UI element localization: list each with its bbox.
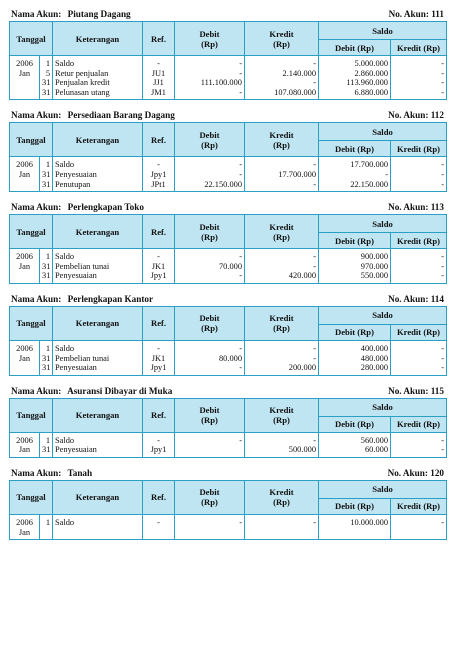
cell-credit: -	[245, 262, 319, 272]
cell-balance-credit: -	[391, 157, 447, 170]
ledger-header	[9, 109, 446, 122]
account-number-label: No. Akun:	[388, 202, 429, 213]
cell-ref: JM1	[143, 88, 175, 100]
account-name-block	[11, 293, 153, 306]
cell-credit: 200.000	[245, 363, 319, 375]
cell-year-month: 2006	[10, 249, 40, 262]
col-header-date: Tanggal	[10, 215, 53, 249]
account-number-block	[388, 201, 444, 214]
col-header-credit: Kredit (Rp)	[245, 123, 319, 157]
cell-description: Pembelian tunai	[53, 354, 143, 364]
col-header-ref: Ref.	[143, 306, 175, 340]
cell-balance-credit: -	[391, 432, 447, 445]
cell-day: 31	[40, 363, 53, 375]
cell-credit: -	[245, 56, 319, 69]
account-number-block	[389, 8, 444, 21]
cell-day: 31	[40, 262, 53, 272]
col-header-balance: Saldo	[319, 123, 447, 141]
cell-credit: -	[245, 432, 319, 445]
cell-ref: JK1	[143, 262, 175, 272]
table-row	[10, 432, 447, 445]
table-row	[10, 514, 447, 527]
account-name-block	[11, 467, 92, 480]
ledger-body	[10, 340, 447, 375]
col-header-balance: Saldo	[319, 215, 447, 233]
cell-ref: Jpy1	[143, 271, 175, 283]
cell-year-month: Jan	[10, 528, 40, 540]
ledger-section	[9, 201, 446, 284]
account-number: 111	[431, 9, 444, 19]
account-number: 115	[430, 385, 444, 396]
cell-description: Retur penjualan	[53, 69, 143, 79]
account-name-block	[11, 201, 144, 214]
cell-credit: -	[245, 354, 319, 364]
col-header-credit: Kredit (Rp)	[245, 480, 319, 514]
col-header-date: Tanggal	[10, 22, 53, 56]
col-header-balance: Saldo	[319, 480, 447, 498]
ledger-table	[9, 398, 447, 458]
cell-day: 31	[40, 170, 53, 180]
cell-balance-debit: 22.150.000	[319, 180, 391, 192]
cell-balance-credit: -	[391, 170, 447, 180]
cell-description: Saldo	[53, 340, 143, 353]
table-row	[10, 249, 447, 262]
table-row	[10, 88, 447, 100]
cell-description: Penyesuaian	[53, 271, 143, 283]
ledger-body	[10, 56, 447, 100]
col-header-credit: Kredit (Rp)	[245, 398, 319, 432]
cell-credit: 500.000	[245, 445, 319, 457]
col-header-balance-credit: Kredit (Rp)	[391, 498, 447, 514]
col-header-balance: Saldo	[319, 306, 447, 324]
cell-balance-debit: -	[319, 170, 391, 180]
cell-year-month: 2006	[10, 340, 40, 353]
cell-balance-credit: -	[391, 88, 447, 100]
account-number-block	[388, 293, 444, 306]
cell-year-month: Jan	[10, 445, 40, 457]
cell-balance-credit: -	[391, 514, 447, 527]
account-name-label: Nama Akun:	[11, 385, 62, 396]
table-row	[10, 262, 447, 272]
col-header-credit: Kredit (Rp)	[245, 306, 319, 340]
cell-balance-credit: -	[391, 363, 447, 375]
cell-day	[40, 528, 53, 540]
cell-balance-credit: -	[391, 340, 447, 353]
cell-ref	[143, 528, 175, 540]
cell-balance-credit	[391, 528, 447, 540]
ledger-body	[10, 514, 447, 539]
cell-balance-debit: 60.000	[319, 445, 391, 457]
col-header-ref: Ref.	[143, 480, 175, 514]
cell-year-month: 2006	[10, 56, 40, 69]
table-row	[10, 445, 447, 457]
col-header-balance-credit: Kredit (Rp)	[391, 324, 447, 340]
cell-description: Penyesuaian	[53, 445, 143, 457]
cell-debit: -	[175, 340, 245, 353]
cell-balance-debit: 17.700.000	[319, 157, 391, 170]
cell-balance-debit: 400.000	[319, 340, 391, 353]
cell-balance-debit: 10.000.000	[319, 514, 391, 527]
cell-debit: -	[175, 271, 245, 283]
table-row	[10, 363, 447, 375]
cell-debit: -	[175, 56, 245, 69]
account-number-label: No. Akun:	[388, 110, 429, 121]
col-header-credit: Kredit (Rp)	[245, 215, 319, 249]
cell-balance-debit: 2.860.000	[319, 69, 391, 79]
cell-ref: JPt1	[143, 180, 175, 192]
ledger-body	[10, 432, 447, 457]
col-header-ref: Ref.	[143, 123, 175, 157]
cell-debit	[175, 528, 245, 540]
cell-year-month: Jan	[10, 262, 40, 272]
col-header-debit: Debit (Rp)	[175, 306, 245, 340]
cell-description: Saldo	[53, 432, 143, 445]
cell-ref: Jpy1	[143, 445, 175, 457]
cell-debit: 70.000	[175, 262, 245, 272]
cell-description: Pelunasan utang	[53, 88, 143, 100]
account-name-label: Nama Akun:	[11, 110, 62, 121]
cell-day: 1	[40, 157, 53, 170]
col-header-balance-credit: Kredit (Rp)	[391, 40, 447, 56]
cell-ref: JK1	[143, 354, 175, 364]
cell-debit: -	[175, 157, 245, 170]
cell-balance-debit: 900.000	[319, 249, 391, 262]
ledger-header	[9, 293, 446, 306]
account-name: Tanah	[67, 467, 93, 478]
cell-year-month: Jan	[10, 170, 40, 180]
col-header-debit: Debit (Rp)	[175, 215, 245, 249]
cell-description	[53, 528, 143, 540]
cell-balance-credit: -	[391, 354, 447, 364]
cell-credit: -	[245, 157, 319, 170]
account-name: Persediaan Barang Dagang	[67, 110, 175, 121]
cell-debit: 22.150.000	[175, 180, 245, 192]
cell-ref: -	[143, 340, 175, 353]
account-name-label: Nama Akun:	[11, 293, 62, 304]
ledger-header	[9, 467, 446, 480]
cell-credit: -	[245, 249, 319, 262]
account-name-label: Nama Akun:	[11, 9, 62, 19]
cell-balance-debit: 550.000	[319, 271, 391, 283]
col-header-balance-debit: Debit (Rp)	[319, 498, 391, 514]
cell-day: 1	[40, 56, 53, 69]
ledger-table	[9, 480, 447, 540]
col-header-description: Keterangan	[53, 22, 143, 56]
account-number-block	[388, 467, 444, 480]
cell-debit: -	[175, 363, 245, 375]
col-header-description: Keterangan	[53, 215, 143, 249]
cell-balance-credit: -	[391, 69, 447, 79]
col-header-ref: Ref.	[143, 398, 175, 432]
col-header-credit: Kredit (Rp)	[245, 22, 319, 56]
col-header-description: Keterangan	[53, 306, 143, 340]
account-name: Perlengkapan Toko	[67, 202, 144, 213]
col-header-debit: Debit (Rp)	[175, 123, 245, 157]
cell-year-month	[10, 363, 40, 375]
col-header-date: Tanggal	[10, 398, 53, 432]
table-row	[10, 157, 447, 170]
col-header-description: Keterangan	[53, 398, 143, 432]
col-header-balance-credit: Kredit (Rp)	[391, 233, 447, 249]
table-row	[10, 180, 447, 192]
cell-balance-credit: -	[391, 271, 447, 283]
account-number: 120	[430, 467, 444, 478]
cell-ref: -	[143, 249, 175, 262]
account-name-block	[11, 8, 131, 21]
account-name-block	[11, 109, 175, 122]
col-header-balance-debit: Debit (Rp)	[319, 40, 391, 56]
col-header-debit: Debit (Rp)	[175, 398, 245, 432]
cell-day: 31	[40, 78, 53, 88]
account-number: 113	[430, 202, 444, 213]
cell-day: 1	[40, 249, 53, 262]
ledger-table	[9, 214, 447, 284]
col-header-date: Tanggal	[10, 480, 53, 514]
account-name-label: Nama Akun:	[11, 467, 62, 478]
cell-description: Saldo	[53, 56, 143, 69]
col-header-balance-debit: Debit (Rp)	[319, 141, 391, 157]
table-row	[10, 528, 447, 540]
cell-credit: -	[245, 514, 319, 527]
ledger-section	[9, 109, 446, 192]
cell-debit: -	[175, 432, 245, 445]
col-header-description: Keterangan	[53, 123, 143, 157]
cell-balance-debit: 280.000	[319, 363, 391, 375]
cell-description: Saldo	[53, 514, 143, 527]
cell-day: 1	[40, 340, 53, 353]
cell-day: 31	[40, 88, 53, 100]
col-header-balance-debit: Debit (Rp)	[319, 416, 391, 432]
cell-day: 31	[40, 445, 53, 457]
cell-description: Penutupan	[53, 180, 143, 192]
cell-balance-credit: -	[391, 56, 447, 69]
table-row	[10, 170, 447, 180]
col-header-balance-credit: Kredit (Rp)	[391, 141, 447, 157]
cell-year-month: Jan	[10, 354, 40, 364]
cell-day: 1	[40, 432, 53, 445]
cell-year-month: 2006	[10, 514, 40, 527]
cell-balance-credit: -	[391, 78, 447, 88]
cell-day: 31	[40, 180, 53, 192]
cell-day: 5	[40, 69, 53, 79]
ledger-table	[9, 21, 447, 100]
col-header-ref: Ref.	[143, 22, 175, 56]
table-row	[10, 78, 447, 88]
cell-debit: -	[175, 88, 245, 100]
ledger-header	[9, 201, 446, 214]
cell-debit	[175, 445, 245, 457]
table-row	[10, 354, 447, 364]
cell-credit: 2.140.000	[245, 69, 319, 79]
cell-day: 31	[40, 354, 53, 364]
cell-debit: -	[175, 69, 245, 79]
cell-year-month: 2006	[10, 157, 40, 170]
account-number-block	[388, 109, 444, 122]
cell-ref: -	[143, 432, 175, 445]
col-header-description: Keterangan	[53, 480, 143, 514]
cell-balance-debit: 560.000	[319, 432, 391, 445]
table-row	[10, 340, 447, 353]
cell-ref: Jpy1	[143, 363, 175, 375]
cell-credit: -	[245, 78, 319, 88]
cell-ref: -	[143, 56, 175, 69]
cell-year-month	[10, 78, 40, 88]
cell-credit: 107.080.000	[245, 88, 319, 100]
col-header-debit: Debit (Rp)	[175, 22, 245, 56]
col-header-balance-debit: Debit (Rp)	[319, 324, 391, 340]
account-name-block	[11, 385, 172, 398]
ledger-section	[9, 293, 446, 376]
cell-debit: 111.100.000	[175, 78, 245, 88]
cell-credit: -	[245, 180, 319, 192]
ledger-section	[9, 467, 446, 540]
ledger-section	[9, 8, 446, 100]
cell-debit: -	[175, 514, 245, 527]
cell-description: Penyesuaian	[53, 363, 143, 375]
cell-debit: 80.000	[175, 354, 245, 364]
col-header-balance: Saldo	[319, 22, 447, 40]
cell-ref: Jpy1	[143, 170, 175, 180]
account-name: Piutang Dagang	[67, 9, 131, 19]
ledger-table	[9, 122, 447, 192]
cell-ref: -	[143, 514, 175, 527]
cell-ref: JU1	[143, 69, 175, 79]
cell-balance-debit: 5.000.000	[319, 56, 391, 69]
cell-year-month	[10, 88, 40, 100]
col-header-debit: Debit (Rp)	[175, 480, 245, 514]
account-number-label: No. Akun:	[387, 467, 428, 478]
cell-debit: -	[175, 249, 245, 262]
cell-balance-debit: 6.880.000	[319, 88, 391, 100]
cell-description: Penjualan kredit	[53, 78, 143, 88]
ledger-header	[9, 8, 446, 21]
cell-ref: -	[143, 157, 175, 170]
cell-credit: -	[245, 340, 319, 353]
account-name: Asuransi Dibayar di Muka	[67, 385, 173, 396]
cell-balance-credit: -	[391, 262, 447, 272]
ledger-section	[9, 385, 446, 458]
cell-balance-debit	[319, 528, 391, 540]
cell-year-month	[10, 180, 40, 192]
ledger-table	[9, 306, 447, 376]
cell-year-month	[10, 271, 40, 283]
cell-credit: 17.700.000	[245, 170, 319, 180]
cell-balance-credit: -	[391, 249, 447, 262]
cell-description: Saldo	[53, 249, 143, 262]
col-header-date: Tanggal	[10, 306, 53, 340]
account-name: Perlengkapan Kantor	[67, 293, 154, 304]
cell-description: Penyesuaian	[53, 170, 143, 180]
col-header-date: Tanggal	[10, 123, 53, 157]
cell-description: Pembelian tunai	[53, 262, 143, 272]
table-row	[10, 271, 447, 283]
col-header-balance-debit: Debit (Rp)	[319, 233, 391, 249]
col-header-ref: Ref.	[143, 215, 175, 249]
cell-day: 1	[40, 514, 53, 527]
cell-balance-credit: -	[391, 445, 447, 457]
ledger-body	[10, 157, 447, 192]
cell-balance-debit: 480.000	[319, 354, 391, 364]
cell-balance-debit: 970.000	[319, 262, 391, 272]
account-name-label: Nama Akun:	[11, 202, 62, 213]
cell-description: Saldo	[53, 157, 143, 170]
table-row	[10, 56, 447, 69]
cell-credit: 420.000	[245, 271, 319, 283]
cell-balance-debit: 113.960.000	[319, 78, 391, 88]
cell-day: 31	[40, 271, 53, 283]
col-header-balance: Saldo	[319, 398, 447, 416]
account-number-label: No. Akun:	[388, 9, 429, 19]
account-number-label: No. Akun:	[388, 385, 429, 396]
account-number-block	[388, 385, 444, 398]
col-header-balance-credit: Kredit (Rp)	[391, 416, 447, 432]
cell-ref: JJ1	[143, 78, 175, 88]
account-number: 112	[430, 110, 444, 121]
ledger-header	[9, 385, 446, 398]
account-number-label: No. Akun:	[388, 293, 429, 304]
cell-credit	[245, 528, 319, 540]
cell-balance-credit: -	[391, 180, 447, 192]
cell-year-month: 2006	[10, 432, 40, 445]
ledger-body	[10, 249, 447, 284]
cell-year-month: Jan	[10, 69, 40, 79]
account-number: 114	[430, 293, 444, 304]
cell-debit: -	[175, 170, 245, 180]
table-row	[10, 69, 447, 79]
